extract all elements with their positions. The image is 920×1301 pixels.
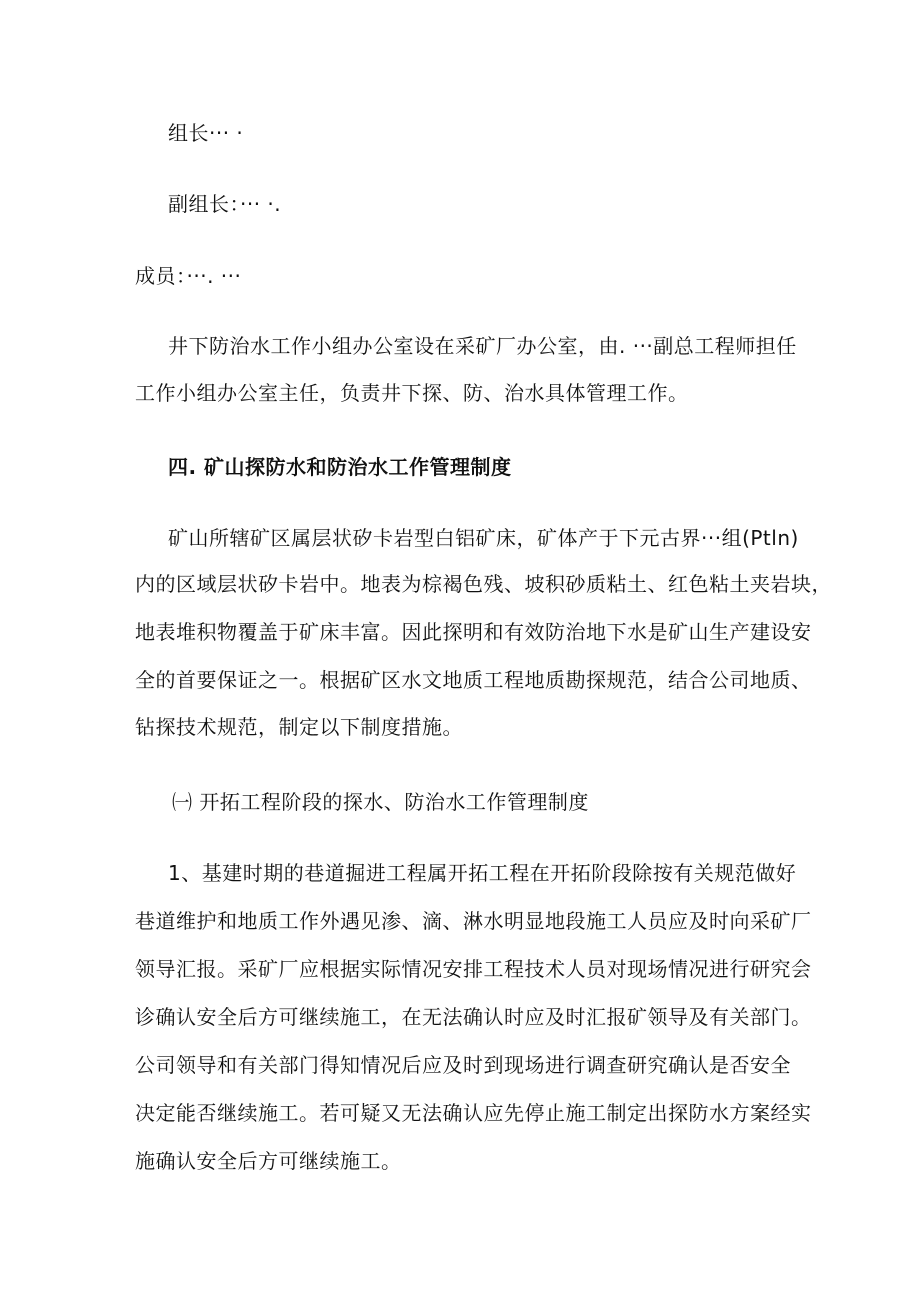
section-4-paragraph-line-5: 钻探技术规范，制定以下制度措施。 bbox=[135, 715, 463, 739]
group-leader-line: 组长··· · bbox=[168, 121, 244, 145]
section-4-paragraph-line-2: 内的区域层状矽卡岩中。地表为棕褐色残、坡积砂质粘土、红色粘土夹岩块， bbox=[135, 572, 832, 596]
section-4-heading: 四. 矿山探防水和防治水工作管理制度 bbox=[168, 455, 512, 479]
section-4-paragraph-line-1: 矿山所辖矿区属层状矽卡岩型白铝矿床，矿体产于下元古界···组(Ptln) bbox=[168, 526, 799, 550]
item-1-line-3: 领导汇报。采矿厂应根据实际情况安排工程技术人员对现场情况进行研究会 bbox=[135, 957, 812, 981]
item-1-line-6: 决定能否继续施工。若可疑又无法确认应先停止施工制定出探防水方案经实 bbox=[135, 1101, 812, 1125]
deputy-leader-line: 副组长：··· ·. bbox=[168, 192, 282, 216]
item-1-line-1: 1、基建时期的巷道掘进工程属开拓工程在开拓阶段除按有关规范做好 bbox=[168, 861, 797, 885]
item-1-line-5: 公司领导和有关部门得知情况后应及时到现场进行调查研究确认是否安全 bbox=[135, 1053, 791, 1077]
item-1-line-4: 诊确认安全后方可继续施工，在无法确认时应及时汇报矿领导及有关部门。 bbox=[135, 1005, 812, 1029]
subsection-1-heading: ㈠ 开拓工程阶段的探水、防治水工作管理制度 bbox=[172, 790, 589, 814]
office-paragraph-line-2: 工作小组办公室主任，负责井下探、防、治水具体管理工作。 bbox=[135, 381, 689, 405]
section-4-paragraph-line-4: 全的首要保证之一。根据矿区水文地质工程地质勘探规范，结合公司地质、 bbox=[135, 668, 812, 692]
members-line: 成员：···. ··· bbox=[135, 264, 242, 288]
item-1-line-7: 施确认安全后方可继续施工。 bbox=[135, 1149, 402, 1173]
section-4-paragraph-line-3: 地表堆积物覆盖于矿床丰富。因此探明和有效防治地下水是矿山生产建设安 bbox=[135, 620, 812, 644]
office-paragraph-line-1: 井下防治水工作小组办公室设在采矿厂办公室，由. ···副总工程师担任 bbox=[168, 334, 797, 358]
item-1-line-2: 巷道维护和地质工作外遇见渗、滴、淋水明显地段施工人员应及时向采矿厂 bbox=[135, 909, 812, 933]
